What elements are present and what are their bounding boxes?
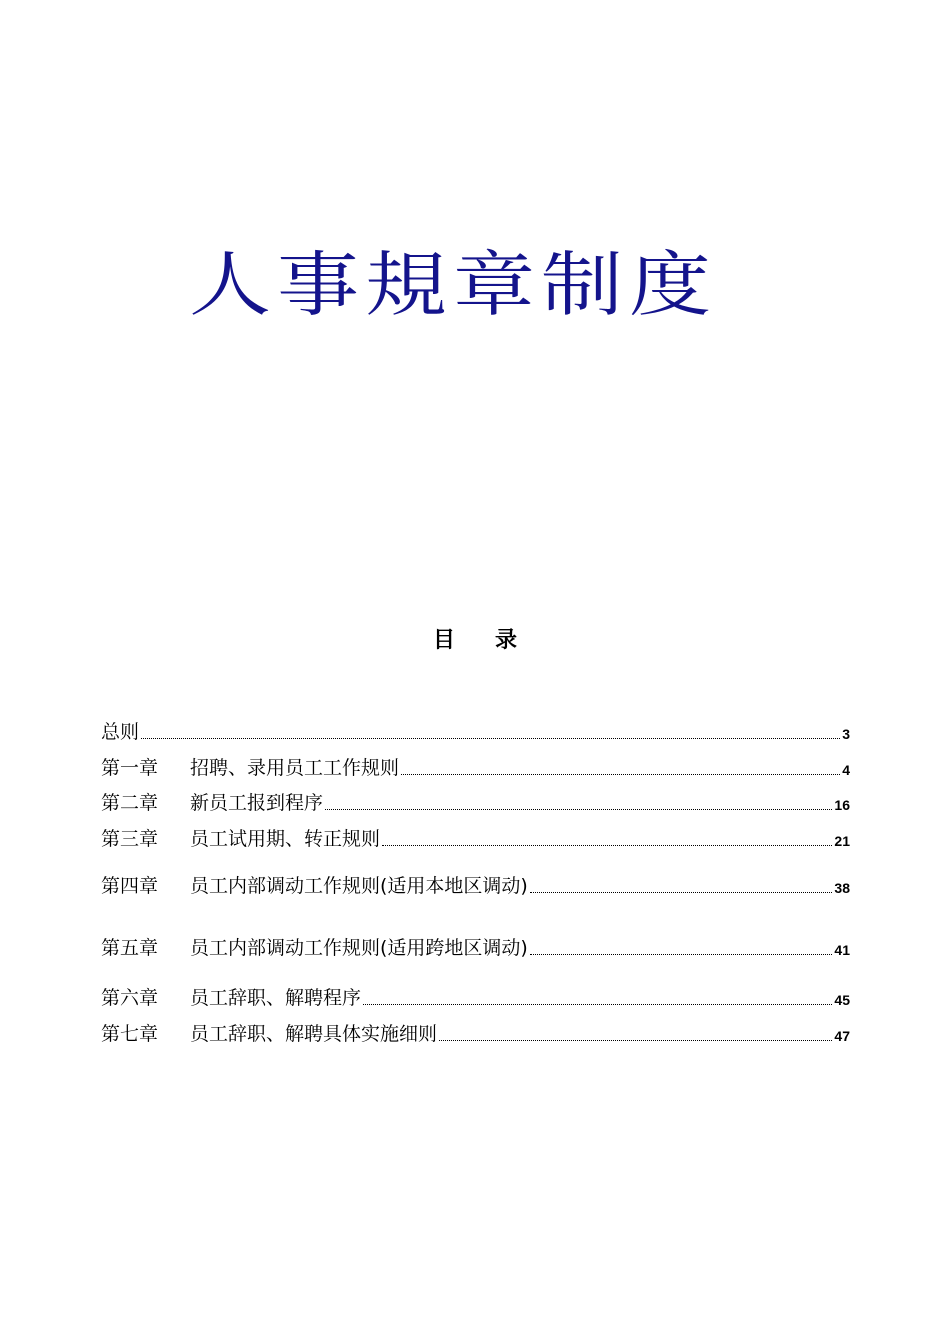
toc-dot-leader <box>401 774 840 775</box>
toc-dot-leader <box>382 845 832 846</box>
toc-entry-label <box>101 874 528 898</box>
toc-dot-leader <box>530 954 833 955</box>
toc-entry-chapter-5[interactable] <box>101 932 850 960</box>
toc-chapter-number: 第五章 <box>101 937 159 959</box>
toc-dot-leader <box>141 738 840 739</box>
toc-entry-title: 招聘、录用员工工作规则 <box>190 757 400 779</box>
toc-entry-label <box>101 986 361 1010</box>
toc-entry-title: 员工试用期、转正规则 <box>190 828 381 850</box>
toc-dot-leader <box>363 1004 832 1005</box>
toc-page-number: 38 <box>834 880 850 896</box>
toc-entry-chapter-1[interactable] <box>101 752 850 780</box>
toc-entry-label <box>101 756 399 780</box>
toc-dot-leader <box>439 1040 832 1041</box>
toc-entry-chapter-2[interactable] <box>101 787 850 815</box>
toc-chapter-number: 第七章 <box>101 1023 159 1045</box>
toc-page-number: 21 <box>834 833 850 849</box>
toc-entry-label <box>101 791 323 815</box>
toc-page-number: 4 <box>842 762 850 778</box>
toc-entry-label <box>101 720 139 744</box>
toc-entry-general[interactable] <box>101 716 850 744</box>
toc-entry-chapter-6[interactable] <box>101 982 850 1010</box>
toc-entry-title: 新员工报到程序 <box>190 792 324 814</box>
toc-heading-right: 录 <box>495 628 518 653</box>
toc-page-number: 3 <box>842 726 850 742</box>
document-title: 人事規章制度 <box>188 244 717 327</box>
toc-dot-leader <box>325 809 832 810</box>
toc-chapter-number: 第六章 <box>101 987 159 1009</box>
toc-entry-title: 总则 <box>101 721 140 743</box>
toc-chapter-number: 第二章 <box>101 792 159 814</box>
toc-entry-chapter-7[interactable] <box>101 1018 850 1046</box>
toc-page-number: 41 <box>834 942 850 958</box>
toc-chapter-number: 第一章 <box>101 757 159 779</box>
toc-entry-chapter-3[interactable] <box>101 823 850 851</box>
toc-entry-title: 员工内部调动工作规则(适用本地区调动) <box>190 875 528 897</box>
toc-entry-label <box>101 1022 437 1046</box>
toc-heading-left: 目 <box>432 628 455 653</box>
toc-entry-chapter-4[interactable] <box>101 870 850 898</box>
toc-page-number: 45 <box>834 992 850 1008</box>
toc-entry-title: 员工内部调动工作规则(适用跨地区调动) <box>190 937 528 959</box>
toc-dot-leader <box>530 892 833 893</box>
toc-page-number: 47 <box>834 1028 850 1044</box>
toc-entry-title: 员工辞职、解聘具体实施细则 <box>190 1023 438 1045</box>
toc-entry-title: 员工辞职、解聘程序 <box>190 987 362 1009</box>
toc-entry-label <box>101 936 528 960</box>
toc-chapter-number: 第四章 <box>101 875 159 897</box>
toc-chapter-number: 第三章 <box>101 828 159 850</box>
toc-heading <box>0 626 950 656</box>
toc-entry-label <box>101 827 380 851</box>
toc-page-number: 16 <box>834 797 850 813</box>
